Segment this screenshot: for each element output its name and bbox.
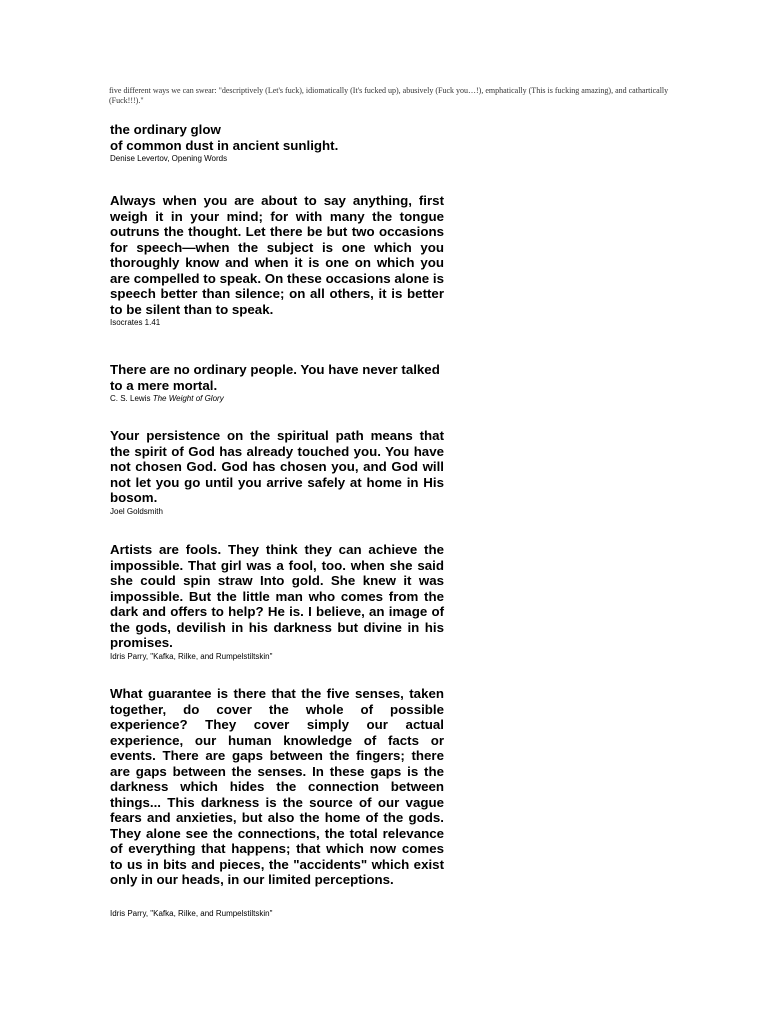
quote-block: [110, 193, 444, 328]
attribution-author: C. S. Lewis: [110, 394, 151, 403]
quote-attribution: Isocrates 1.41: [110, 318, 161, 327]
quote-attribution: Idris Parry, "Kafka, Rilke, and Rumpelstiltskin": [110, 651, 273, 661]
intro-text: five different ways we can swear: "descriptively (Let's fuck), idiomatically (It's fucked up), abusively (Fuck you…!), emphatically (This is fucking amazing), and cathartically (Fuck!!!).": [109, 86, 669, 105]
quote-block: [110, 122, 444, 164]
quote-text: the ordinary glow of common dust in ancient sunlight.: [110, 122, 339, 153]
quote-text: Your persistence on the spiritual path means that the spirit of God has already touched you. You have not chosen God. God has chosen you, and God will not let you go until you arrive safely at home in His bosom.: [110, 428, 444, 505]
quote-text: What guarantee is there that the five senses, taken together, do cover the whole of possible experience? They cover simply our actual experience, our human knowledge of facts or events. There are gaps between the fingers; there are gaps between the senses. In these gaps is the darkness which hides the connection between things... This darkness is the source of our vague fears and anxieties, but also the home of the gods. They alone see the connections, the total relevance of everything that happens; that which now comes to us in bits and pieces, the "accidents" which exist only in our heads, in our limited perceptions.: [110, 686, 444, 887]
quote-block: [110, 428, 444, 517]
quote-block: [110, 542, 444, 662]
quote-text: There are no ordinary people. You have never talked to a mere mortal.: [110, 362, 440, 393]
quote-attribution: Denise Levertov, Opening Words: [110, 154, 228, 163]
quote-text: Always when you are about to say anything, first weigh it in your mind; for with many the tongue outruns the thought. Let there be but two occasions for speech—when the subject is one which you thoroughly know and when it is one on which you are compelled to speak. On these occasions alone is speech better than silence; on all others, it is better to be silent than to speak.: [110, 193, 444, 317]
quote-block: [110, 686, 444, 919]
quote-attribution: [110, 394, 444, 404]
attribution-work: The Weight of Glory: [152, 394, 224, 403]
quote-text: Artists are fools. They think they can achieve the impossible. That girl was a fool, too. when she said she could spin straw Into gold. She knew it was impossible. But the little man who comes from the dark and offers to help? He is. I believe, an image of the gods, devilish in his darkness but divine in his promises.: [110, 542, 444, 650]
quote-attribution: Idris Parry, "Kafka, Rilke, and Rumpelstiltskin": [110, 908, 273, 918]
quote-attribution: Joel Goldsmith: [110, 506, 163, 516]
quote-block: [110, 362, 444, 404]
